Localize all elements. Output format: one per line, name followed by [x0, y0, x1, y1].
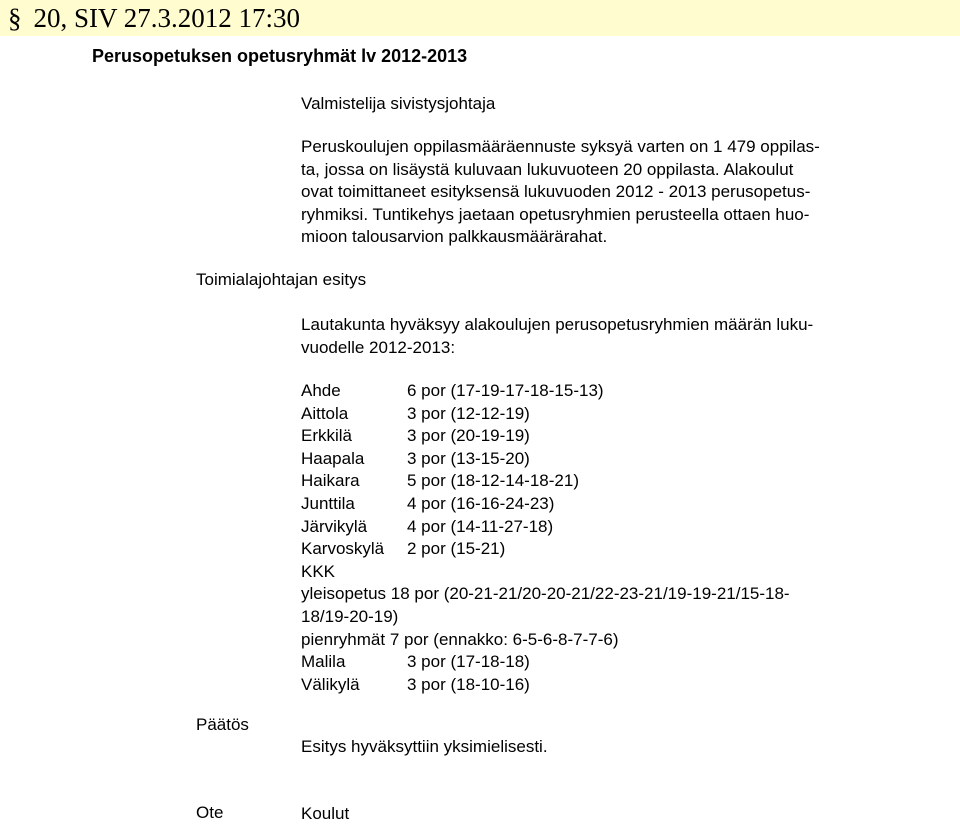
- proposal-line: Lautakunta hyväksyy alakoulujen perusopetusryhmien määrän luku-: [301, 315, 814, 334]
- proposal-label: Toimialajohtajan esitys: [196, 270, 367, 289]
- list-item: [301, 470, 790, 493]
- school-groups: 3 por (12-12-19): [407, 403, 530, 423]
- list-item: [301, 674, 790, 697]
- list-item: [301, 448, 790, 471]
- kkk-detail-line: pienryhmät 7 por (ennakko: 6-5-6-8-7-7-6): [301, 629, 619, 649]
- school-group-list: [301, 380, 790, 696]
- list-item: [301, 651, 790, 674]
- school-groups: 3 por (20-19-19): [407, 426, 530, 446]
- school-groups: 2 por (15-21): [407, 539, 506, 559]
- list-item: [301, 493, 790, 516]
- school-groups: 3 por (13-15-20): [407, 448, 530, 468]
- kkk-detail-line: 18/19-20-19): [301, 606, 399, 626]
- intro-line: Peruskoulujen oppilasmääräennuste syksyä varten on 1 479 oppilas-: [301, 137, 820, 156]
- kkk-school-block: [301, 561, 790, 651]
- decision-label: Päätös: [196, 715, 249, 734]
- list-item: [301, 425, 790, 448]
- intro-line: ryhmiksi. Tuntikehys jaetaan opetusryhmien perusteella ottaen huo-: [301, 204, 810, 224]
- school-name: KKK: [301, 561, 336, 581]
- school-groups: 3 por (17-18-18): [407, 652, 530, 672]
- school-name: Välikylä: [301, 674, 360, 694]
- list-item: [301, 516, 790, 539]
- section-reference: 20, SIV 27.3.2012 17:30: [33, 3, 301, 33]
- kkk-detail-line: yleisopetus 18 por (20-21-21/20-20-21/22-23-21/19-19-21/15-18-: [301, 584, 790, 604]
- list-item: [301, 403, 790, 426]
- intro-line: ovat toimittaneet esityksensä lukuvuoden 2012 - 2013 perusopetus-: [301, 182, 811, 201]
- school-groups: 5 por (18-12-14-18-21): [407, 471, 579, 491]
- school-name: Karvoskylä: [301, 539, 385, 559]
- school-name: Erkkilä: [301, 426, 353, 446]
- school-name: Järvikylä: [301, 516, 368, 536]
- list-item: [301, 538, 790, 561]
- ote-recipient: Koulut: [301, 804, 350, 823]
- intro-line: ta, jossa on lisäystä kuluvaan lukuvuoteen 20 oppilasta. Alakoulut: [301, 159, 794, 179]
- school-name: Ahde: [301, 381, 341, 400]
- school-groups: 3 por (18-10-16): [407, 674, 530, 694]
- list-item: [301, 380, 790, 403]
- decision-text: Esitys hyväksyttiin yksimielisesti.: [301, 737, 548, 756]
- intro-line: mioon talousarvion palkkausmäärärahat.: [301, 227, 608, 246]
- school-name: Junttila: [301, 493, 355, 513]
- intro-paragraph: [301, 136, 881, 249]
- school-name: Haapala: [301, 448, 365, 468]
- proposal-line: vuodelle 2012-2013:: [301, 337, 456, 357]
- school-name: Haikara: [301, 471, 360, 491]
- school-groups: 4 por (14-11-27-18): [407, 516, 554, 536]
- school-name: Malila: [301, 652, 346, 672]
- ote-label: Ote: [196, 803, 224, 822]
- school-groups: 4 por (16-16-24-23): [407, 493, 555, 513]
- proposal-paragraph: [301, 314, 881, 359]
- document-title: Perusopetuksen opetusryhmät lv 2012-2013: [92, 46, 468, 66]
- section-symbol: §: [8, 3, 22, 33]
- school-groups: 6 por (17-19-17-18-15-13): [407, 381, 604, 400]
- preparer-line: Valmistelija sivistysjohtaja: [301, 94, 496, 113]
- school-name: Aittola: [301, 403, 349, 423]
- section-heading: [8, 2, 300, 34]
- section-header-band: [0, 0, 960, 36]
